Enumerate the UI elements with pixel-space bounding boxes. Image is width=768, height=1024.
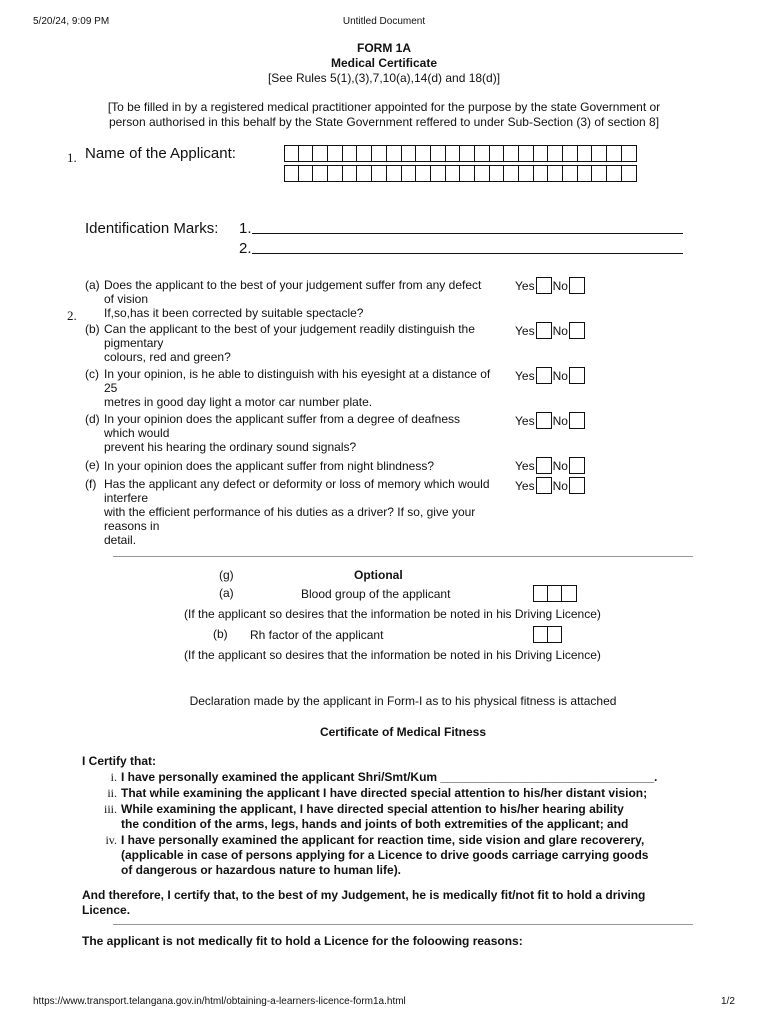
print-datetime: 5/20/24, 9:09 PM	[33, 16, 110, 27]
item-ii-text: That while examining the applicant I have directed special attention to his/her distant vision;	[121, 786, 648, 800]
char-cell[interactable]	[402, 165, 417, 182]
char-cell[interactable]	[431, 145, 446, 162]
document-title: Untitled Document	[342, 16, 426, 27]
question-b-no-checkbox[interactable]	[569, 322, 585, 339]
form-title: FORM 1A	[357, 41, 411, 55]
yes-label: Yes	[515, 368, 535, 383]
question-a-yes-no	[515, 277, 586, 294]
char-cell[interactable]	[533, 626, 548, 643]
name-char-grid-row-2[interactable]	[284, 165, 637, 182]
divider	[113, 924, 693, 925]
question-b-yes-no	[515, 322, 586, 339]
char-cell[interactable]	[534, 145, 549, 162]
char-cell[interactable]	[387, 145, 402, 162]
question-c-letter: (c)	[85, 367, 99, 381]
optional-a-letter: (a)	[219, 586, 234, 600]
char-cell[interactable]	[328, 145, 343, 162]
char-cell[interactable]	[446, 145, 461, 162]
char-cell[interactable]	[578, 165, 593, 182]
question-f-text: Has the applicant any defect or deformity or loss of memory which would interfere with the efficient performance of his duties as a driver? If so, give your reasons in detail.	[104, 477, 490, 547]
char-cell[interactable]	[490, 145, 505, 162]
char-cell[interactable]	[299, 145, 314, 162]
blood-group-note: (If the applicant so desires that the information be noted in his Driving Licence)	[184, 607, 601, 621]
question-a-text: Does the applicant to the best of your judgement suffer from any defect of vision If,so,has it been corrected by suitable spectacle?	[104, 278, 482, 320]
question-c-no-checkbox[interactable]	[569, 367, 585, 384]
yes-label: Yes	[515, 413, 535, 428]
question-e-yes-no	[515, 457, 586, 474]
instruction-line-1: [To be filled in by a registered medical practitioner appointed for the purpose by the state Government or	[107, 100, 661, 114]
optional-b-letter: (b)	[213, 627, 228, 641]
instruction-line-2: person authorised in this behalf by the State Government reffered to under Sub-Section (3) of section 8]	[108, 115, 660, 129]
char-cell[interactable]	[313, 145, 328, 162]
section-1-number: 1.	[67, 150, 77, 165]
item-iii-text: While examining the applicant, I have directed special attention to his/her hearing ability the condition of the arms, legs, hands and joints of both extremities of the applicant; and	[121, 802, 629, 831]
no-label: No	[552, 413, 568, 428]
char-cell[interactable]	[607, 145, 622, 162]
char-cell[interactable]	[504, 145, 519, 162]
item-iii-number: iii.	[103, 802, 117, 816]
no-label: No	[552, 458, 568, 473]
question-a-letter: (a)	[85, 278, 100, 292]
char-cell[interactable]	[475, 145, 490, 162]
question-a-yes-checkbox[interactable]	[536, 277, 552, 294]
no-label: No	[552, 323, 568, 338]
name-label: Name of the Applicant:	[85, 145, 236, 162]
char-cell[interactable]	[534, 165, 549, 182]
section-2-number: 2.	[67, 308, 77, 323]
char-cell[interactable]	[357, 165, 372, 182]
id-mark-2-number: 2.	[239, 240, 252, 257]
id-mark-1-number: 1.	[239, 220, 252, 237]
char-cell[interactable]	[533, 585, 548, 602]
question-b-yes-checkbox[interactable]	[536, 322, 552, 339]
yes-label: Yes	[515, 323, 535, 338]
rh-factor-boxes[interactable]	[533, 626, 562, 643]
char-cell[interactable]	[490, 165, 505, 182]
question-d-letter: (d)	[85, 412, 100, 426]
char-cell[interactable]	[548, 626, 563, 643]
certify-intro: I Certify that:	[82, 754, 157, 768]
question-b-letter: (b)	[85, 322, 100, 336]
question-c-yes-checkbox[interactable]	[536, 367, 552, 384]
question-e-yes-checkbox[interactable]	[536, 457, 552, 474]
question-f-yes-checkbox[interactable]	[536, 477, 552, 494]
name-char-grid-row-1[interactable]	[284, 145, 637, 162]
char-cell[interactable]	[313, 165, 328, 182]
question-f-letter: (f)	[85, 477, 97, 491]
char-cell[interactable]	[622, 165, 637, 182]
therefore-statement: And therefore, I certify that, to the best of my Judgement, he is medically fit/not fit to hold a driving Licence.	[82, 888, 646, 917]
question-d-yes-checkbox[interactable]	[536, 412, 552, 429]
item-ii-number: ii.	[107, 786, 117, 800]
char-cell[interactable]	[284, 165, 299, 182]
question-e-no-checkbox[interactable]	[569, 457, 585, 474]
form-rules: [See Rules 5(1),(3),7,10(a),14(d) and 18(d)]	[267, 71, 501, 85]
form-subtitle: Medical Certificate	[330, 56, 438, 70]
char-cell[interactable]	[284, 145, 299, 162]
optional-g-letter: (g)	[219, 568, 234, 582]
yes-label: Yes	[515, 278, 535, 293]
id-mark-2-line[interactable]	[252, 253, 683, 254]
question-f-yes-no	[515, 477, 586, 494]
char-cell[interactable]	[343, 165, 358, 182]
no-label: No	[552, 478, 568, 493]
question-c-yes-no	[515, 367, 586, 384]
no-label: No	[552, 278, 568, 293]
identification-marks-label: Identification Marks:	[85, 220, 219, 237]
char-cell[interactable]	[504, 165, 519, 182]
char-cell[interactable]	[431, 165, 446, 182]
char-cell[interactable]	[607, 165, 622, 182]
char-cell[interactable]	[328, 165, 343, 182]
char-cell[interactable]	[299, 165, 314, 182]
declaration-text: Declaration made by the applicant in Form-I as to his physical fitness is attached	[189, 694, 617, 708]
char-cell[interactable]	[592, 145, 607, 162]
divider	[113, 556, 693, 557]
char-cell[interactable]	[519, 145, 534, 162]
char-cell[interactable]	[446, 165, 461, 182]
char-cell[interactable]	[372, 145, 387, 162]
char-cell[interactable]	[460, 145, 475, 162]
question-d-text: In your opinion does the applicant suffer from a degree of deafness which would prevent his hearing the ordinary sound signals?	[104, 412, 461, 454]
char-cell[interactable]	[548, 145, 563, 162]
char-cell[interactable]	[475, 165, 490, 182]
question-d-yes-no	[515, 412, 586, 429]
blood-group-label: Blood group of the applicant	[301, 587, 451, 601]
id-mark-1-line[interactable]	[252, 233, 683, 234]
char-cell[interactable]	[622, 145, 637, 162]
rh-factor-note: (If the applicant so desires that the information be noted in his Driving Licence)	[184, 648, 601, 662]
question-e-letter: (e)	[85, 458, 100, 472]
char-cell[interactable]	[402, 145, 417, 162]
char-cell[interactable]	[343, 145, 358, 162]
char-cell[interactable]	[416, 165, 431, 182]
question-b-text: Can the applicant to the best of your judgement readily distinguish the pigmentary colours, red and green?	[104, 322, 475, 364]
item-iv-number: iv.	[105, 833, 117, 847]
question-e-text: In your opinion does the applicant suffer from night blindness?	[104, 459, 434, 473]
question-c-text: In your opinion, is he able to distinguish with his eyesight at a distance of 25 metres in good day light a motor car number plate.	[104, 367, 491, 409]
rh-factor-label: Rh factor of the applicant	[250, 628, 384, 642]
char-cell[interactable]	[372, 165, 387, 182]
yes-label: Yes	[515, 458, 535, 473]
char-cell[interactable]	[387, 165, 402, 182]
question-d-no-checkbox[interactable]	[569, 412, 585, 429]
char-cell[interactable]	[548, 585, 563, 602]
item-iv-text: I have personally examined the applicant for reaction time, side vision and glare recoverery, (applicable in case of persons applying for a Licence to drive goods carriage carrying goods of dangerous or hazardous nature to human life).	[121, 833, 649, 877]
footer-url[interactable]: https://www.transport.telangana.gov.in/html/obtaining-a-learners-licence-form1a.html	[33, 996, 406, 1007]
char-cell[interactable]	[563, 145, 578, 162]
question-a-no-checkbox[interactable]	[569, 277, 585, 294]
char-cell[interactable]	[548, 165, 563, 182]
page-number: 1/2	[721, 996, 735, 1007]
char-cell[interactable]	[578, 145, 593, 162]
char-cell[interactable]	[563, 165, 578, 182]
char-cell[interactable]	[460, 165, 475, 182]
item-i-text: I have personally examined the applicant Shri/Smt/Kum ________________________________.	[121, 770, 658, 784]
char-cell[interactable]	[357, 145, 372, 162]
char-cell[interactable]	[592, 165, 607, 182]
no-label: No	[552, 368, 568, 383]
not-fit-heading: The applicant is not medically fit to hold a Licence for the foloowing reasons:	[82, 934, 523, 948]
item-i-number: i.	[110, 770, 117, 784]
question-f-no-checkbox[interactable]	[569, 477, 585, 494]
blood-group-boxes[interactable]	[533, 585, 577, 602]
char-cell[interactable]	[416, 145, 431, 162]
char-cell[interactable]	[562, 585, 577, 602]
certificate-heading: Certificate of Medical Fitness	[319, 725, 487, 739]
char-cell[interactable]	[519, 165, 534, 182]
optional-heading: Optional	[354, 568, 403, 582]
yes-label: Yes	[515, 478, 535, 493]
